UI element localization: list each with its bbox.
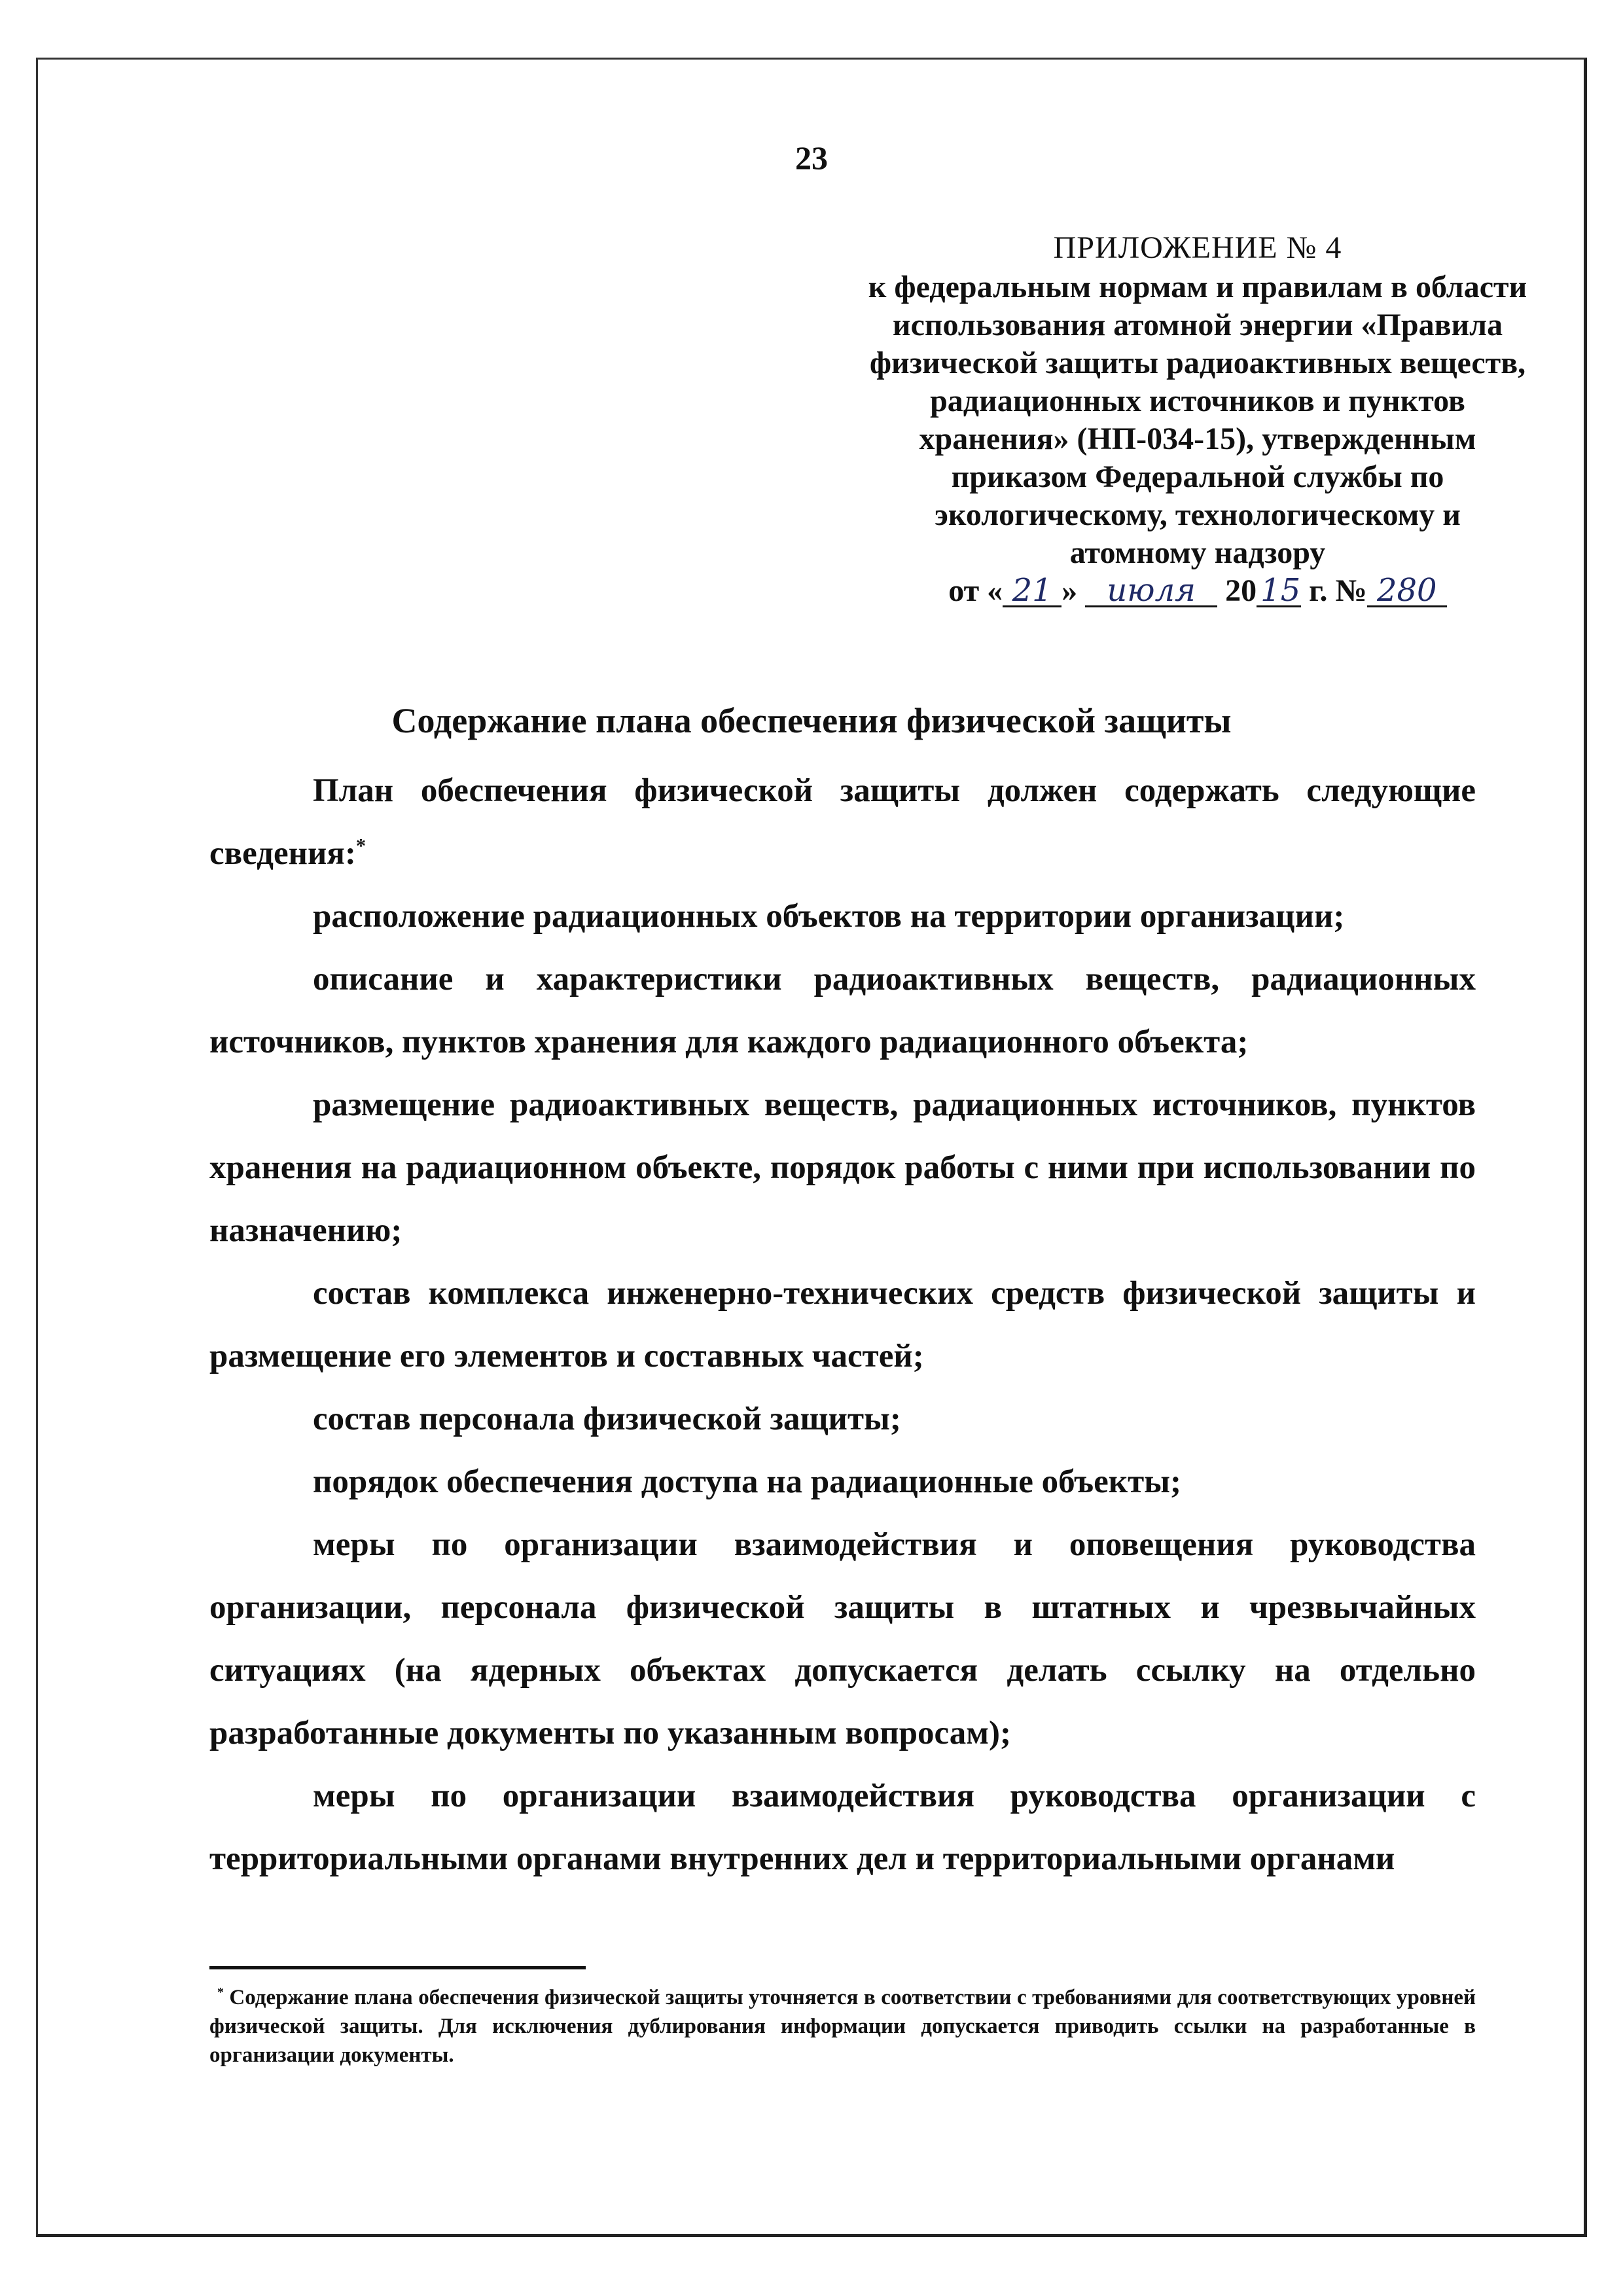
list-item: состав комплекса инженерно-технических средств физической защиты и размещение его элементов и составных частей; <box>209 1275 1476 1374</box>
appendix-line: физической защиты радиоактивных веществ, <box>869 346 1526 380</box>
handwritten-order-number: 280 <box>1367 575 1447 607</box>
list-item: состав персонала физической защиты; <box>313 1401 901 1437</box>
intro-paragraph <box>209 759 1476 885</box>
footnote <box>209 1983 1476 2070</box>
handwritten-year: 15 <box>1257 575 1301 607</box>
date-year-label: г. № <box>1309 573 1367 608</box>
list-item: описание и характеристики радиоактивных веществ, радиационных источников, пунктов хранения для каждого радиационного объекта; <box>209 961 1476 1060</box>
order-date-line <box>851 572 1544 610</box>
appendix-line: атомному надзору <box>1069 535 1326 570</box>
appendix-line: хранения» (НП-034-15), утвержденным <box>919 422 1476 456</box>
appendix-line: экологическому, технологическому и <box>935 497 1461 532</box>
list-item: меры по организации взаимодействия руководства организации с территориальными органами внутренних дел и территориальными органами <box>209 1778 1476 1877</box>
appendix-line: использования атомной энергии «Правила <box>892 308 1503 342</box>
appendix-block <box>851 229 1544 610</box>
list-item: расположение радиационных объектов на территории организации; <box>313 898 1345 935</box>
date-year-prefix: 20 <box>1225 573 1257 608</box>
footnote-divider <box>209 1966 586 1969</box>
appendix-line: приказом Федеральной службы по <box>951 459 1444 494</box>
document-heading: Содержание плана обеспечения физической защиты <box>391 701 1232 740</box>
appendix-line: к федеральным нормам и правилам в области <box>868 270 1527 304</box>
footnote-text: Содержание плана обеспечения физической защиты уточняется в соответствии с требованиями для соответствующих уровней физической защиты. Для исключения дублирования информации допускается приводить ссылки на разработанные в организации документы. <box>209 1986 1476 2067</box>
page-number: 23 <box>795 139 828 176</box>
date-mid: » <box>1061 573 1078 608</box>
handwritten-month: июля <box>1085 575 1217 607</box>
list-item: порядок обеспечения доступа на радиационные объекты; <box>313 1463 1181 1500</box>
handwritten-day: 21 <box>1003 575 1061 607</box>
list-item: меры по организации взаимодействия и оповещения руководства организации, персонала физической защиты в штатных и чрезвычайных ситуациях (на ядерных объектах допускается делать ссылку на отдельно разработанные документы по указанным вопросам); <box>209 1526 1476 1751</box>
document-body <box>209 759 1476 1890</box>
list-item: размещение радиоактивных веществ, радиационных источников, пунктов хранения на радиационном объекте, порядок работы с ними при использовании по назначению; <box>209 1086 1476 1249</box>
date-prefix: от « <box>948 573 1003 608</box>
appendix-line: радиационных источников и пунктов <box>930 384 1465 418</box>
intro-text: План обеспечения физической защиты должен содержать следующие сведения: <box>209 772 1476 872</box>
footnote-ref: * <box>355 834 366 857</box>
footnote-marker: * <box>217 1985 224 2000</box>
appendix-title: ПРИЛОЖЕНИЕ № 4 <box>1053 230 1342 265</box>
